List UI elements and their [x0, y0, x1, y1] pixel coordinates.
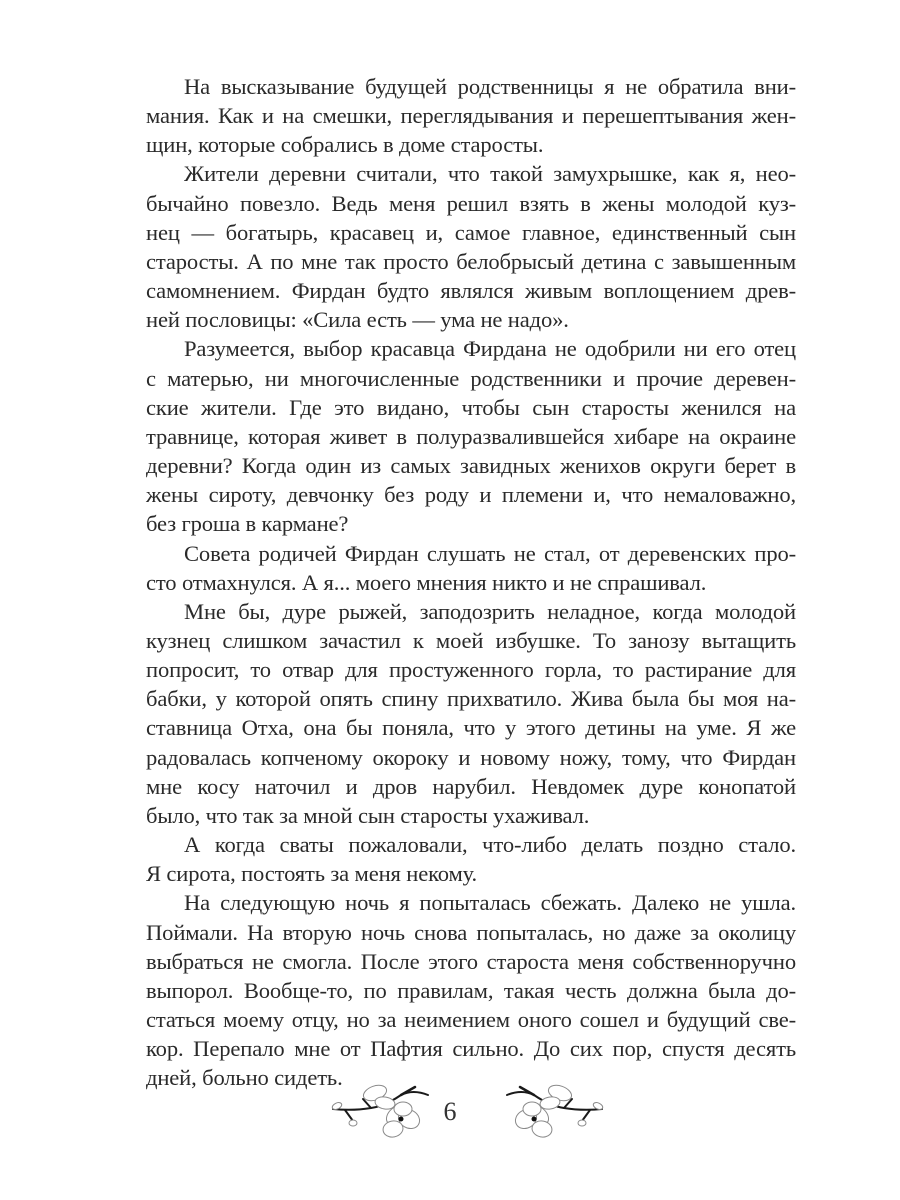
text-line: ставница Отха, она бы поняла, что у этого детины на уме. Я же — [146, 715, 796, 741]
text-line: На следующую ночь я попыталась сбежать. Далеко не ушла. — [184, 890, 796, 916]
text-line: деревни? Когда один из самых завидных женихов округи берет в — [146, 453, 796, 479]
paragraph-7 — [108, 888, 796, 1092]
paragraph-6 — [108, 830, 796, 888]
text-line: выпорол. Вообще-то, по правилам, такая честь должна была до- — [146, 977, 796, 1003]
text-line: Совета родичей Фирдан слушать не стал, от деревенских про- — [184, 540, 796, 566]
text-line: статься моему отцу, но за неимением оного сошел и будущий све- — [146, 1007, 796, 1032]
text-line: жены сироту, девчонку без роду и племени и, что немаловажно, — [146, 482, 796, 508]
text-line: Разумеется, выбор красавца Фирдана не одобрили ни его отец — [184, 336, 796, 362]
paragraph-5 — [108, 597, 796, 830]
text-line: кор. Перепало мне от Пафтия сильно. До сих пор, спустя десять — [146, 1036, 796, 1062]
text-line: На высказывание будущей родственницы я не обратила вни- — [184, 74, 796, 99]
text-line: было, что так за мной сын старосты ухаживал. — [146, 802, 590, 828]
paragraph-2 — [108, 159, 796, 334]
text-line: травнице, которая живет в полуразвалившейся хибаре на окраине — [146, 423, 796, 449]
text-line: выбраться не смогла. После этого староста меня собственноручно — [146, 948, 796, 974]
paragraph-4 — [108, 539, 796, 597]
text-line: ские жители. Где это видано, чтобы сын старосты женился на — [146, 394, 796, 420]
text-line: Мне бы, дуре рыжей, заподозрить неладное, когда молодой — [184, 598, 796, 624]
text-line: нец — богатырь, красавец и, самое главное, единственный сын — [146, 219, 796, 245]
text-line: самомнением. Фирдан будто являлся живым воплощением древ- — [146, 278, 796, 304]
text-line: сто отмахнулся. А я... моего мнения никто и не спрашивал. — [146, 569, 707, 595]
page-number: 6 — [443, 1097, 457, 1126]
paragraph-1 — [108, 72, 796, 159]
page-body — [108, 72, 796, 1092]
page-footer — [0, 1075, 900, 1155]
text-line: дней, больно сидеть. — [146, 1065, 343, 1091]
text-line: попросит, то отвар для простуженного горла, то растирание для — [146, 657, 796, 683]
text-line: без гроша в кармане? — [146, 511, 349, 537]
text-line: А когда сваты пожаловали, что-либо делать поздно стало. — [184, 832, 796, 858]
text-line: ней пословицы: «Сила есть — ума не надо». — [146, 307, 569, 333]
text-line: щин, которые собрались в доме старосты. — [146, 132, 544, 158]
text-line: мания. Как и на смешки, переглядывания и перешептывания жен- — [146, 103, 796, 129]
text-line: бабки, у которой опять спину прихватило. Жива была бы моя на- — [146, 686, 796, 712]
text-line: Я сирота, постоять за меня некому. — [146, 861, 478, 887]
text-line: бычайно повезло. Ведь меня решил взять в жены молодой куз- — [146, 190, 796, 216]
text-line: радовалась копченому окороку и новому ножу, тому, что Фирдан — [146, 744, 796, 770]
paragraph-3 — [108, 334, 796, 538]
text-line: кузнец слишком зачастил к моей избушке. То занозу вытащить — [146, 627, 796, 653]
text-line: Жители деревни считали, что такой замухрышке, как я, нео- — [184, 161, 796, 187]
text-line: с матерью, ни многочисленные родственники и прочие деревен- — [146, 365, 796, 391]
text-line: старосты. А по мне так просто белобрысый детина с завышенным — [146, 248, 796, 274]
text-line: Поймали. На вторую ночь снова попыталась, но даже за околицу — [146, 919, 796, 945]
text-line: мне косу наточил и дров нарубил. Невдомек дуре конопатой — [146, 773, 796, 799]
magnolia-branch-right-icon — [462, 1081, 612, 1143]
